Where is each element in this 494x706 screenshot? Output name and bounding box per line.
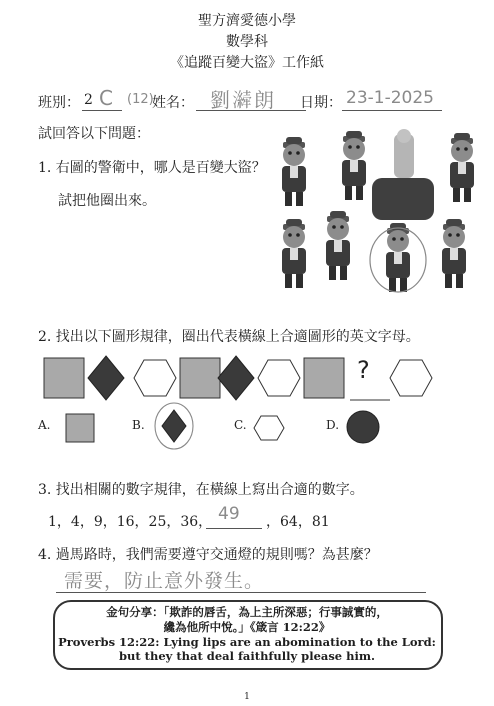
name-label: 姓名： (152, 95, 194, 111)
worksheet-title: 《追蹤百變大盜》工作紙 (170, 55, 324, 71)
class-underline (82, 110, 122, 111)
scripture-en-line2: but they that deal faithfully please him. (118, 649, 376, 663)
scripture-english (56, 635, 438, 663)
q4-text: 4. 過馬路時，我們需要遵守交通燈的規則嗎？為甚麼？ (38, 547, 378, 563)
class-handwritten: C (99, 86, 113, 110)
date-label: 日期： (300, 95, 342, 111)
q4-answer-line (56, 592, 426, 593)
class-label: 班別： (38, 95, 80, 111)
seq-square-1 (44, 358, 84, 398)
option-c-letter: C. (234, 418, 247, 432)
name-handwritten: 劉𤂁朗 (210, 88, 276, 112)
instructions: 試回答以下問題： (38, 126, 150, 142)
class-printed: 2 (84, 92, 93, 108)
seq-diamond-1 (88, 356, 124, 400)
seq-diamond-2 (218, 356, 254, 400)
q3-sequence-after: ，64，81 (266, 514, 330, 530)
option-c-hexagon[interactable] (252, 413, 286, 443)
q3-answer-line (206, 528, 262, 529)
guards-illustration (272, 128, 488, 294)
date-handwritten: 23-1-2025 (346, 88, 434, 108)
q1-subtext: 試把他圈出來。 (58, 193, 156, 209)
q1-text: 1. 右圖的警衛中，哪人是百變大盜？ (38, 160, 266, 176)
class-number-handwritten: (12) (127, 92, 154, 107)
seq-square-3 (304, 358, 344, 398)
seq-hexagon-3 (390, 360, 432, 396)
option-d-circle[interactable] (344, 408, 382, 446)
scripture-chinese (56, 605, 438, 635)
seq-hexagon-2 (258, 360, 300, 396)
q2-text: 2. 找出以下圖形規律，圈出代表橫線上合適圖形的英文字母。 (38, 329, 420, 345)
option-d-letter: D. (326, 418, 340, 432)
scripture-en-line1: Proverbs 12:22: Lying lips are an abomination to the Lord: (58, 635, 436, 649)
date-underline (342, 110, 442, 111)
blank-question-mark: ? (357, 356, 370, 384)
option-a-letter: A. (38, 418, 51, 432)
option-b-diamond[interactable] (152, 400, 196, 450)
seq-square-2 (180, 358, 220, 398)
seq-hexagon-1 (134, 360, 176, 396)
q4-answer-handwritten: 需要，防止意外發生。 (64, 570, 265, 592)
subject-title: 數學科 (226, 34, 268, 50)
q3-answer-handwritten: 49 (218, 504, 240, 524)
option-b-letter: B. (132, 418, 145, 432)
scripture-zh-line2: 纔為他所中悅。」《箴言 12:22》 (163, 620, 331, 634)
q3-text: 3. 找出相關的數字規律，在橫線上寫出合適的數字。 (38, 482, 364, 498)
q3-sequence-before: 1，4，9，16，25，36， (48, 514, 213, 530)
option-a-square[interactable] (64, 412, 96, 444)
scripture-zh-line1: 金句分享：「欺詐的唇舌，為上主所深惡；行事誠實的， (106, 605, 388, 619)
page-number: 1 (244, 692, 250, 702)
school-name: 聖方濟愛德小學 (198, 13, 296, 29)
q2-pattern-sequence (38, 352, 438, 404)
